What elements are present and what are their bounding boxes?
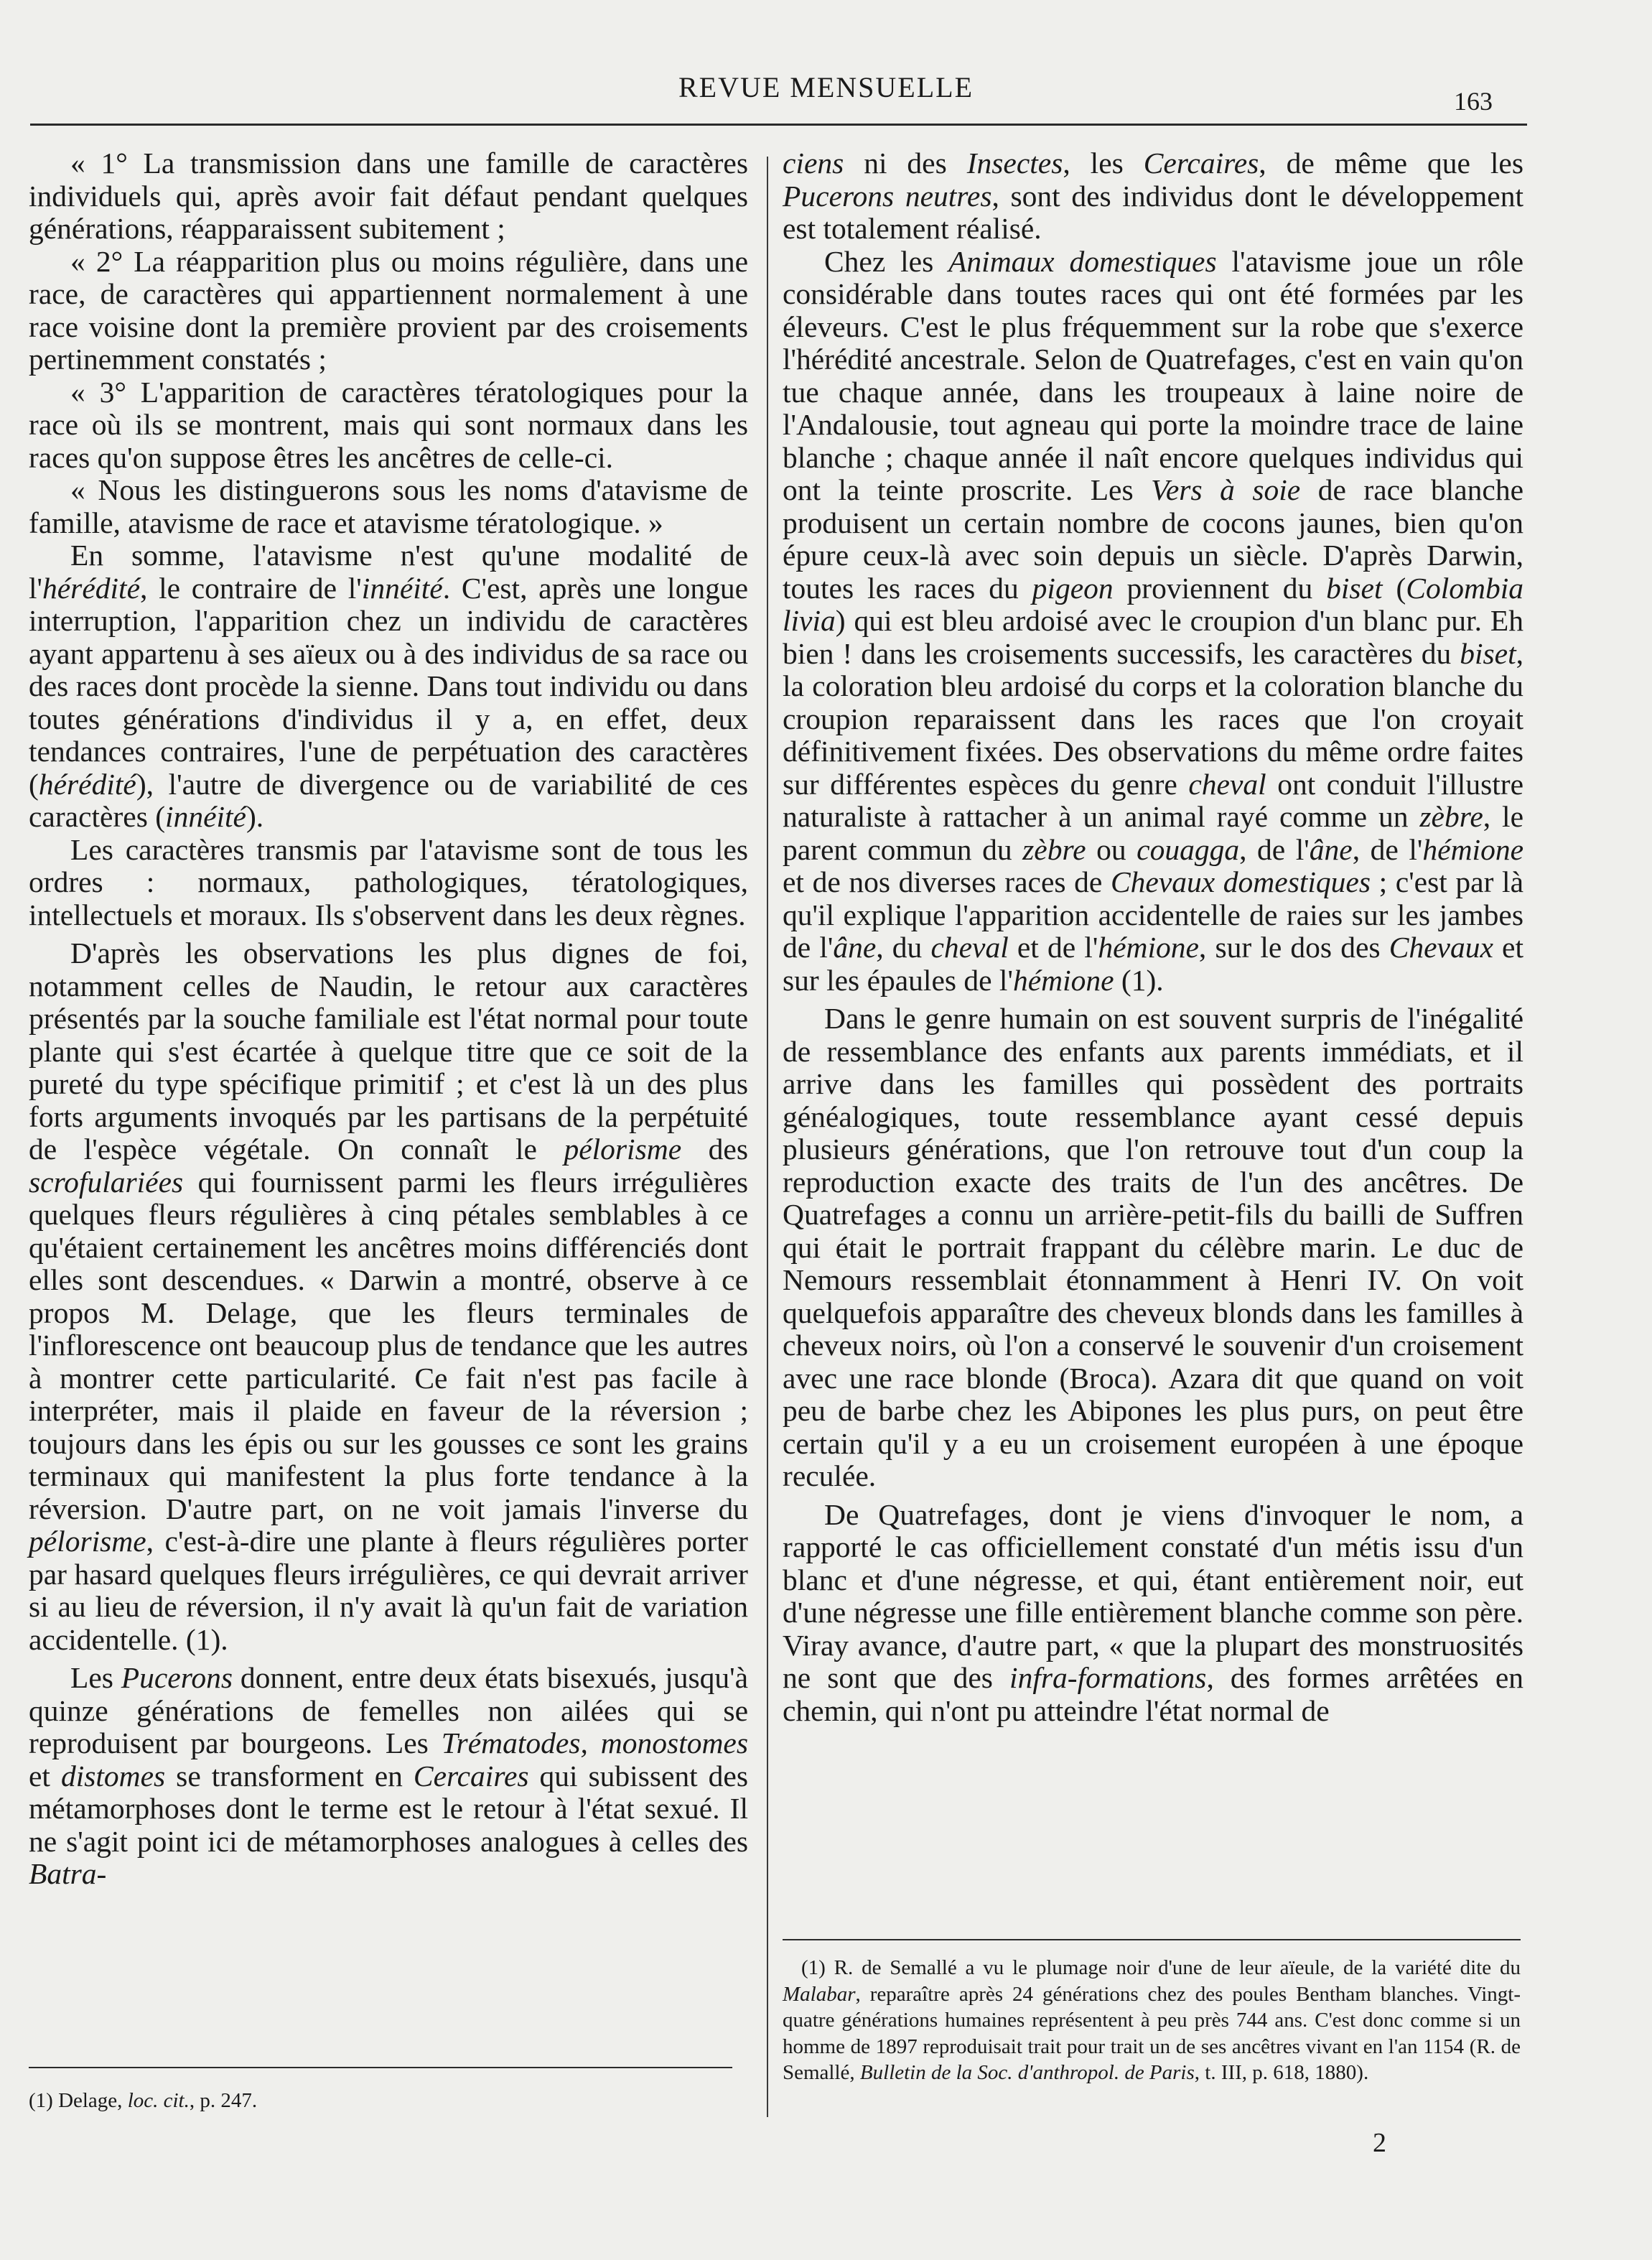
text-run: ), l'autre de divergence ou de variabilité de ces caractères ( bbox=[29, 767, 748, 833]
italic-run: cheval bbox=[1188, 767, 1266, 801]
text-run: des bbox=[681, 1133, 748, 1166]
italic-run: âne bbox=[833, 931, 877, 964]
footnote-text bbox=[783, 1955, 1521, 2086]
italic-run: couagga bbox=[1137, 832, 1240, 866]
text-run: ; c'est par là qu'il explique l'apparition accidentelle de raies sur les jambes de l' bbox=[783, 865, 1523, 964]
italic-run: Pucerons neutres bbox=[783, 179, 992, 213]
text-run: Les bbox=[70, 1661, 121, 1694]
italic-run: innéité bbox=[361, 571, 443, 605]
footnote-rule bbox=[783, 1939, 1521, 1940]
italic-run: ciens bbox=[783, 147, 844, 180]
text-run: , de l' bbox=[1239, 832, 1310, 866]
text-run: donnent, entre deux états bisexués, jusqu'à quinze générations de femelles non ailées qui se reproduisent par bourgeons. Les bbox=[29, 1661, 748, 1759]
running-head: REVUE MENSUELLE bbox=[678, 71, 974, 103]
paragraph bbox=[29, 937, 748, 1656]
italic-run: loc. cit. bbox=[127, 2089, 190, 2112]
text-run: Chez les bbox=[824, 244, 949, 278]
italic-run: hémione bbox=[1012, 963, 1114, 997]
paragraph: Dans le genre humain on est souvent surpris de l'inégalité de ressemblance des enfants aux parents immédiats, et il arrive dans les familles qui possèdent des portraits généalogiques, toute ressemblance ayant cessé depuis plusieurs générations, que l'on retrouve tout d'un coup la reproduction exacte des traits de l'un des ancêtres. De Quatrefages a connu un arrière-petit-fils du bailli de Suffren qui était le portrait frappant du célèbre marin. Le duc de Nemours ressemblait étonnamment à Henri IV. On voit quelquefois apparaître des cheveux blonds dans les familles à cheveux noirs, où l'on a conservé le souvenir d'un croisement avec une race blonde (Broca). Azara dit que quand on voit peu de barbe chez les Abipones les plus purs, on peut être certain qu'il y a eu un croisement européen à une époque reculée. bbox=[783, 1002, 1523, 1492]
text-run: , de l' bbox=[1352, 832, 1423, 866]
italic-run: hémione bbox=[1422, 832, 1523, 866]
paragraph bbox=[29, 539, 748, 834]
text-run: ni des bbox=[844, 147, 967, 180]
text-run: qui subissent des métamorphoses dont le terme est le retour à l'état sexué. Il ne s'agit point ici de métamorphoses analogues à celles des bbox=[29, 1759, 749, 1858]
italic-run: biset bbox=[1460, 636, 1516, 670]
italic-run: innéité bbox=[165, 800, 246, 833]
text-run: (1) Delage, bbox=[29, 2089, 128, 2112]
text-run: (1). bbox=[1114, 963, 1164, 997]
text-run: qui fournissent parmi les fleurs irrégulières quelques fleurs régulières à cinq pétales semblables à ce qu'étaient certainement les ancêtres moins différenciés dont elles sont descendues. « Darwin a montré, observe à ce propos M. Delage, que les fleurs terminales de l'inflorescence ont beaucoup plus de tendance que les autres à montrer cette particularité. Ce fait n'est pas facile à interpréter, mais il plaide en faveur de la réversion ; toujours dans les épis ou sur les gousses ce sont les grains terminaux qui manifestent la plus forte tendance à la réversion. D'autre part, on ne voit jamais l'inverse du bbox=[29, 1165, 748, 1525]
text-run: l'atavisme joue un rôle considérable dans toutes races qui ont été formées par les éleveurs. C'est le plus fréquemment sur la robe que s'exerce l'hérédité ancestrale. Selon de Quatrefages, c'est en vain qu'on tue chaque année, dans les troupeaux à laine noire de l'Andalousie, tout agneau qui porte la moindre trace de laine blanche ; chaque année il naît encore quelques individus qui ont la teinte proscrite. Les bbox=[783, 244, 1523, 506]
italic-run: Cercaires bbox=[413, 1759, 529, 1792]
text-run: et de l' bbox=[1008, 931, 1098, 964]
paragraph bbox=[783, 1499, 1523, 1728]
text-run: , c'est-à-dire une plante à fleurs régulières porter par hasard quelques fleurs irrégulières, ce qui devrait arriver si au lieu de réversion, il n'y avait là qu'un fait de variation accidentelle. (1). bbox=[29, 1525, 748, 1656]
italic-run: pélorisme bbox=[29, 1525, 146, 1558]
text-run: ( bbox=[1382, 571, 1406, 605]
text-run: , sont des individus dont le développement est totalement réalisé. bbox=[783, 179, 1523, 245]
italic-run: Trématodes, monostomes bbox=[441, 1726, 748, 1759]
italic-run: cheval bbox=[930, 931, 1009, 964]
text-run: , le parent commun du bbox=[783, 800, 1523, 866]
text-run: , le contraire de l' bbox=[140, 571, 362, 605]
text-run: , de même que les bbox=[1259, 147, 1523, 180]
left-column bbox=[29, 147, 748, 1891]
italic-run: Bulletin de la Soc. d'anthropol. de Paris bbox=[859, 2061, 1195, 2084]
text-run: de race blanche produisent un certain nombre de cocons jaunes, bien qu'on épure ceux-là avec soin depuis un siècle. D'après Darwin, toutes les races du bbox=[783, 473, 1523, 605]
italic-run: Chevaux bbox=[1389, 931, 1493, 964]
italic-run: hémione bbox=[1098, 931, 1199, 964]
text-run: , p. 247. bbox=[189, 2089, 258, 2112]
text-run: D'après les observations les plus dignes de foi, notamment celles de Naudin, le retour aux caractères présentés par la souche familiale est l'état normal pour toute plante qui s'est écartée à quelque titre que ce soit de la pureté du type spécifique primitif ; et c'est là un des plus forts arguments invoqués par les partisans de la perpétuité de l'espèce végétale. On connaît le bbox=[29, 936, 748, 1166]
text-run: . C'est, après une longue interruption, l'apparition chez un individu de caractères ayant appartenu à ses aïeux ou à des individus de sa race ou des races dont procède la sienne. Dans tout individu ou dans toutes générations d'individus il y a, en effet, deux tendances contraires, l'une de perpétuation des caractères ( bbox=[29, 571, 748, 801]
paragraph bbox=[783, 147, 1523, 246]
text-run: , sur le dos des bbox=[1198, 931, 1389, 964]
text-run: ont conduit l'illustre naturaliste à rattacher à un animal rayé comme un bbox=[783, 767, 1523, 833]
italic-run: distomes bbox=[60, 1759, 166, 1792]
text-run: , du bbox=[876, 931, 931, 964]
italic-run: hérédité bbox=[42, 571, 140, 605]
italic-run: Chevaux domestiques bbox=[1110, 865, 1371, 898]
paragraph: Les caractères transmis par l'atavisme sont de tous les ordres : normaux, pathologiques, tératologiques, intellectuels et moraux. Ils s'observent dans les deux règnes. bbox=[29, 832, 748, 931]
italic-run: zèbre bbox=[1022, 832, 1086, 866]
text-run: proviennent du bbox=[1113, 571, 1327, 605]
italic-run: hérédité bbox=[38, 767, 136, 801]
text-run: et sur les épaules de l' bbox=[783, 931, 1524, 997]
italic-run: Pucerons bbox=[121, 1661, 233, 1694]
paragraph bbox=[783, 246, 1523, 998]
text-run: et de nos diverses races de bbox=[783, 865, 1111, 898]
italic-run: Malabar bbox=[783, 1982, 856, 2006]
signature-mark: 2 bbox=[1373, 2128, 1386, 2158]
text-run: En somme, l'atavisme n'est qu'une modalité de l' bbox=[29, 539, 748, 605]
italic-run: Vers à soie bbox=[1151, 473, 1301, 506]
italic-run: Batra- bbox=[29, 1857, 107, 1890]
italic-run: pigeon bbox=[1032, 571, 1114, 605]
text-run: , t. III, p. 618, 1880). bbox=[1194, 2061, 1369, 2084]
text-run: , les bbox=[1063, 147, 1144, 180]
text-run: (1) R. de Semallé a vu le plumage noir d'une de leur aïeule, de la variété dite du bbox=[801, 1956, 1521, 1979]
text-run: ou bbox=[1086, 832, 1137, 866]
italic-run: Insectes bbox=[966, 147, 1063, 180]
footnote-right bbox=[783, 1955, 1521, 2086]
paragraph: « 2° La réapparition plus ou moins régulière, dans une race, de caractères qui appartiennent normalement à une race voisine dont la première provient par des croisements pertinemment constatés ; bbox=[29, 244, 748, 376]
column-divider bbox=[767, 157, 768, 2117]
italic-run: âne bbox=[1309, 832, 1353, 866]
italic-run: zèbre bbox=[1419, 800, 1483, 833]
italic-run: infra-formations bbox=[1009, 1661, 1207, 1694]
text-run: ) qui est bleu ardoisé avec le croupion d'un blanc pur. Eh bien ! dans les croisements successifs, les caractères du bbox=[783, 604, 1523, 670]
footnote-rule bbox=[29, 2067, 732, 2068]
paragraph: « 1° La transmission dans une famille de caractères individuels qui, après avoir fait défaut pendant quelques générations, réapparaissent subitement ; bbox=[29, 147, 748, 245]
footnote-left bbox=[29, 2087, 732, 2114]
text-run: , la coloration bleu ardoisé du corps et la coloration blanche du croupion reparaissent dans les races que l'on croyait définitivement fixées. Des observations du même ordre faites sur différentes espèces du genre bbox=[783, 636, 1523, 801]
italic-run: Colombia livia bbox=[783, 571, 1523, 637]
italic-run: pélorisme bbox=[564, 1133, 682, 1166]
page-number: 163 bbox=[1454, 87, 1493, 116]
italic-run: biset bbox=[1326, 571, 1383, 605]
header-rule bbox=[30, 124, 1527, 126]
italic-run: scrofulariées bbox=[29, 1165, 184, 1199]
paragraph: « Nous les distinguerons sous les noms d'atavisme de famille, atavisme de race et atavisme tératologique. » bbox=[29, 473, 748, 539]
text-run: se transforment en bbox=[165, 1759, 414, 1792]
text-run: , des formes arrêtées en chemin, qui n'ont pu atteindre l'état normal de bbox=[783, 1661, 1523, 1727]
italic-run: Cercaires bbox=[1143, 147, 1259, 180]
italic-run: Animaux domestiques bbox=[948, 244, 1217, 278]
text-run: et bbox=[29, 1759, 61, 1792]
right-column bbox=[783, 147, 1523, 1727]
paragraph: « 3° L'apparition de caractères tératologiques pour la race où ils se montrent, mais qui sont normaux dans les races qu'on suppose êtres les ancêtres de celle-ci. bbox=[29, 375, 748, 474]
text-run: ). bbox=[246, 800, 264, 833]
paragraph bbox=[29, 1662, 748, 1891]
text-run: De Quatrefages, dont je viens d'invoquer le nom, a rapporté le cas officiellement constaté d'un métis issu d'un blanc et d'une négresse, et qui, étant entièrement noir, eut d'une négresse une fille entièrement blanche comme son père. Viray avance, d'autre part, « que la plupart des monstruosités ne sont que des bbox=[783, 1497, 1523, 1694]
text-run: , reparaître après 24 générations chez des poules Bentham blanches. Vingt-quatre générations humaines représentent à peu près 744 ans. C'est donc comme si un homme de 1897 reproduisait trait pour trait un de ses ancêtres vivant en l'an 1154 (R. de Semallé, bbox=[783, 1982, 1521, 2084]
